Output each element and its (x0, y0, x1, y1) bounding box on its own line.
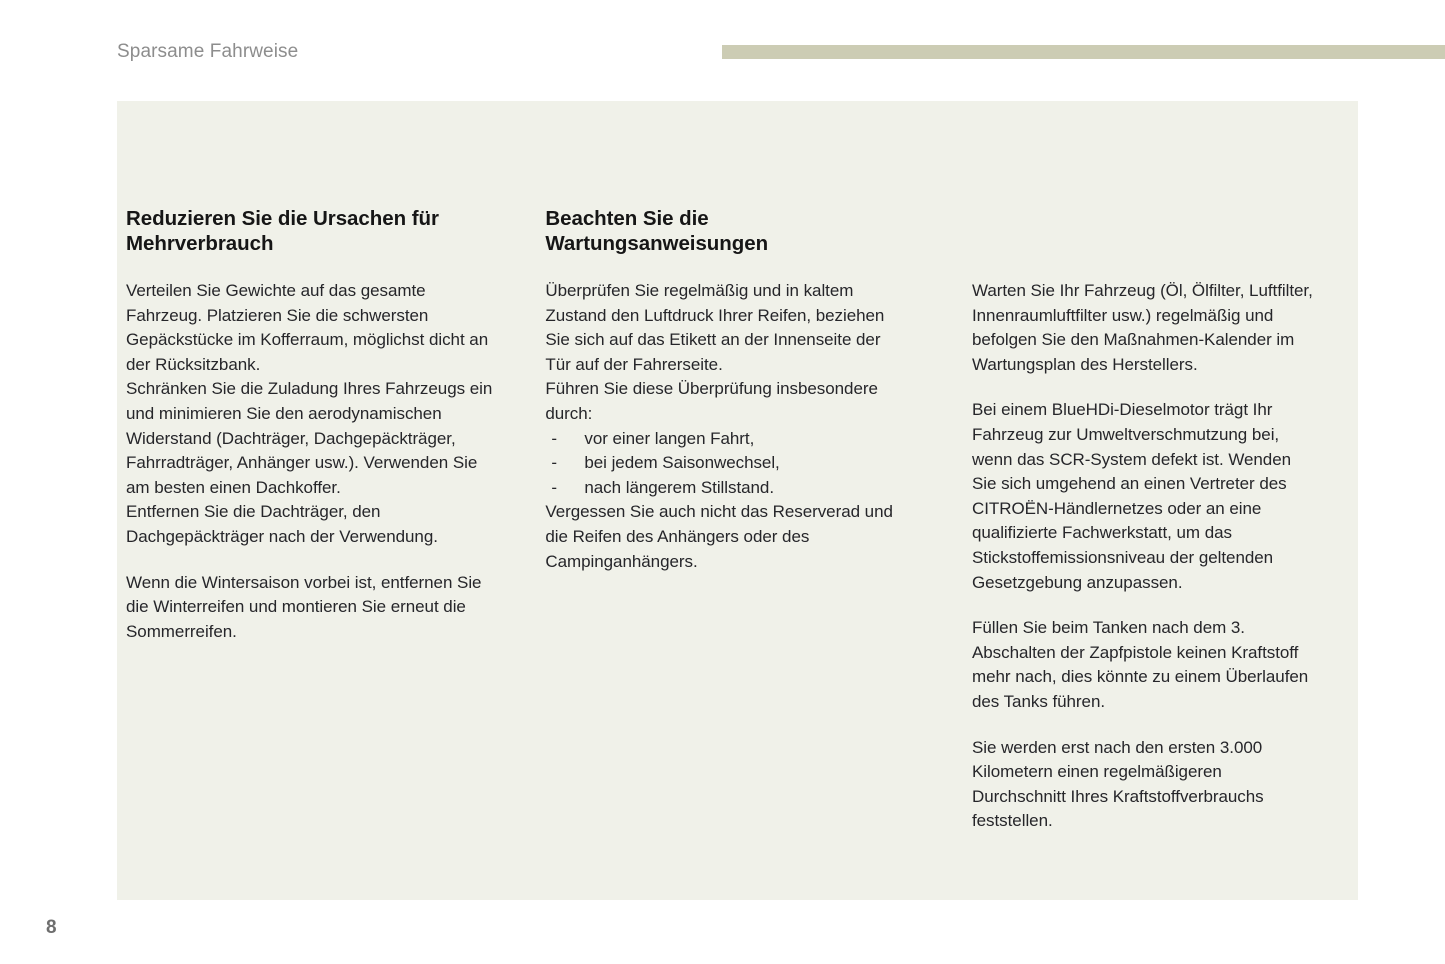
column-1-paragraph-4: Wenn die Wintersaison vorbei ist, entfernen Sie die Winterreifen und montieren Sie erneut die Sommerreifen. (126, 572, 482, 641)
bullet-marker: - (551, 477, 557, 497)
column-1-paragraph-1: Verteilen Sie Gewichte auf das gesamte Fahrzeug. Platzieren Sie die schwersten Gepäckstücke im Kofferraum, möglichst dicht an der Rücksitzbank. (126, 281, 489, 374)
list-item (545, 451, 909, 476)
column-2 (536, 207, 947, 574)
column-1-paragraph-2: Schränken Sie die Zuladung Ihres Fahrzeugs ein und minimieren Sie den aerodynamischen Widerstand (Dachträger, Dachgepäckträger, Fahrradträger, Anhänger usw.). Verwenden Sie am besten einen Dachkoffer. (126, 379, 493, 497)
list-item-label: bei jedem Saisonwechsel, (584, 453, 780, 473)
column-1-paragraph-3: Entfernen Sie die Dachträger, den Dachgepäckträger nach der Verwendung. (126, 502, 438, 546)
column-3-paragraph-2: Bei einem BlueHDi-Dieselmotor trägt Ihr Fahrzeug zur Umweltverschmutzung bei, wenn das SCR-System defekt ist. Wenden Sie sich umgehend an einen Vertreter des CITROËN-Händlernetzes oder an eine qualifizierte Fachwerkstatt, um das Stickstoffemissionsniveau der geltenden Gesetzgebung anzupassen. (971, 400, 1292, 592)
column-2-paragraph-2: Führen Sie diese Überprüfung insbesondere durch: (545, 379, 878, 423)
list-item (545, 476, 909, 501)
text-columns (126, 207, 1358, 834)
list-item-label: vor einer langen Fahrt, (584, 428, 755, 448)
list-item (545, 427, 909, 452)
bullet-marker: - (551, 453, 557, 473)
content-panel (117, 101, 1358, 900)
column-3-paragraph-4: Sie werden erst nach den ersten 3.000 Kilometern einen regelmäßigeren Durchschnitt Ihres Kraftstoffverbrauchs feststellen. (971, 737, 1264, 831)
bullet-marker: - (551, 428, 557, 448)
page-number: 8 (46, 917, 57, 938)
list-item-label: nach längerem Stillstand. (584, 477, 775, 497)
column-3 (947, 207, 1358, 834)
running-header-title: Sparsame Fahrweise (117, 41, 299, 62)
column-3-paragraph-1: Warten Sie Ihr Fahrzeug (Öl, Ölfilter, Luftfilter, Innenraumluftfilter usw.) regelmäßig und befolgen Sie den Maßnahmen-Kalender im Wartungsplan des Herstellers. (971, 281, 1313, 374)
column-1-heading: Reduzieren Sie die Ursachen für Mehrverbrauch (126, 207, 439, 255)
column-2-heading: Beachten Sie die Wartungsanweisungen (545, 207, 769, 255)
column-2-trailing-paragraph: Vergessen Sie auch nicht das Reserverad und die Reifen des Anhängers oder des Campinganhängers. (545, 502, 893, 571)
column-1 (126, 207, 536, 644)
column-3-paragraph-3: Füllen Sie beim Tanken nach dem 3. Abschalten der Zapfpistole keinen Kraftstoff mehr nach, dies könnte zu einem Überlaufen des Tanks führen. (971, 618, 1309, 711)
header-rule (722, 45, 1445, 59)
page-header (0, 0, 1445, 101)
column-2-bullet-list (545, 427, 909, 501)
column-2-paragraph-1: Überprüfen Sie regelmäßig und in kaltem Zustand den Luftdruck Ihrer Reifen, beziehen Sie sich auf das Etikett an der Innenseite der Tür auf der Fahrerseite. (545, 281, 885, 374)
